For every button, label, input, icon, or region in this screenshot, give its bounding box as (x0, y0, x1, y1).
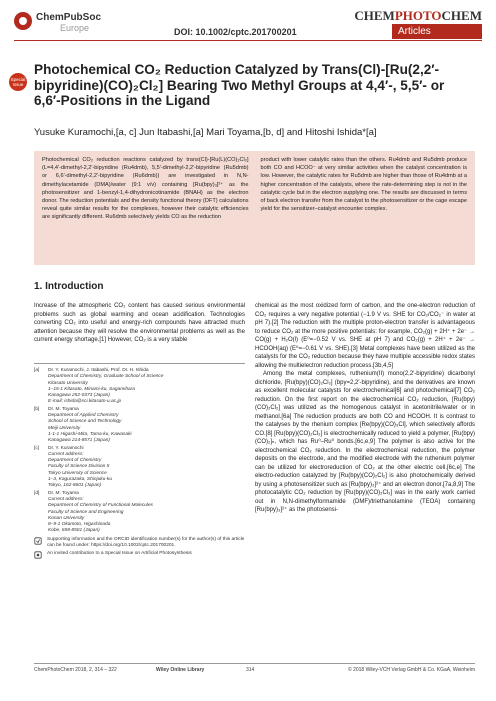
affiliation-divider (34, 363, 245, 364)
body-paragraph: chemical as the most oxidized form of carbon, and the one-electron reduction of CO₂ requires a very negative potential (−1.9 V vs. SHE for CO₂/CO₂⁻ in water at pH 7).[2] The reduction with the multiple proton-electron transfer is advantageous to reduce CO₂ at the more positive potentials: for example, CO₂(g) + 2H⁺ + 2e⁻ → CO(g) + H₂O(l) (E⁰=−0.52 V vs. SHE at pH 7) and CO₂(g) + 2H⁺ + 2e⁻ → HCOOH(aq) (E⁰=−0.61 V vs. SHE).[3] Metal complexes have been utilized as the catalysts for the CO₂ reduction because they have multiple accessible redox states allowing the multielectron reduction process.[3b,4,5] (255, 303, 475, 369)
affiliation-a (34, 368, 245, 406)
journal-name (354, 8, 482, 24)
journal-header (0, 0, 496, 40)
supporting-info-note[interactable] (34, 537, 245, 550)
special-issue-text: An invited contribution to a Special Issue on Artificial Photosynthesis (47, 551, 192, 557)
supporting-info-text: Supporting information and the ORCID identification number(s) for the author(s) of this article can be found under: https://doi.org/10.1002/cptc.201700201. (47, 536, 245, 549)
special-issue-note (34, 551, 245, 559)
affiliation-tag: [d] (34, 490, 40, 496)
abstract-right-column: product with lower catalytic rates than the others. Ru4dmb and Ru5dmb produce both CO and HCOO⁻ at very similar activities when the catalyst concentration is low. However, the catalytic rates for Ru5dmb are higher than those of Ru4dmb at a higher concentration of the catalysts, where the rate-determining step is not in the catalytic cycle but in the electron supplying one. The results are discussed in terms of back electron transfer from the catalyst to the photosensitizer or the cage escape yield for the sensitizer–catalyst encounter complex. (260, 157, 467, 213)
footer-divider (34, 663, 475, 664)
affiliation-address: Current address: Department of Chemistry of Functional Molecules Faculty of Science and Engineering Konan University 8–9-1 Okamoto, Higashinada Kobe, 658-8501 (Japan) (48, 496, 154, 534)
affiliation-d (34, 491, 245, 535)
abstract-box (34, 151, 475, 265)
author-list: Yusuke Kuramochi,[a, c] Jun Itabashi,[a] Mari Toyama,[b, d] and Hitoshi Ishida*[a] (34, 127, 377, 138)
publisher-region: Europe (60, 23, 90, 33)
article-title: Photochemical CO₂ Reduction Catalyzed by Trans(Cl)-[Ru(2,2′-bipyridine)(CO)₂Cl₂] Bearing Two Methyl Groups at 4,4′-, 5,5′- or 6,6′-Positions in the Ligand (34, 62, 445, 109)
special-issue-badge: Special Issue (9, 73, 27, 91)
affiliation-tag: [c] (34, 445, 40, 451)
special-issue-icon (34, 551, 42, 559)
page-number: 314 (246, 667, 255, 673)
journal-name-part: CHEM (441, 8, 482, 23)
footer-library-link[interactable]: Wiley Online Library (156, 667, 205, 673)
chempubsoc-logo-icon (14, 12, 32, 30)
affiliations (34, 368, 245, 559)
journal-name-part: CHEM (354, 8, 395, 23)
supporting-info-icon (34, 537, 42, 545)
affiliation-address: Department of Chemistry, Graduate School of Science Kitasato University 1–15-1 Kitasato, Minami-ku, Sagamihara Kanagawa 252-0373 (Japan) E-mail: ishida@sci.kitasato-u.ac.jp (48, 374, 164, 405)
body-paragraph: Among the metal complexes, ruthenium(II) mono(2,2′-bipyridine) dicarbonyl dichloride, [Ru(bpy)(CO)₂Cl₂] (bpy=2,2′-bipyridine), and the derivatives are known as excellent molecular catalysts for electrochemical[6] and photochemical[7] CO₂ reduction. On the first report on the electrochemical CO₂ reduction, [Ru(bpy)(CO)₂Cl₂] was utilized as the homogenous catalyst in acetonitrile/water or in methanol.[6a] The reduction products are both CO and HCOOH. It is contrast to the catalyses by the rhenium complex [Re(bpy)(CO)₃Cl], which selectively affords CO.[8] [Ru(bpy)(CO)₂Cl₂] is electrochemically reduced to yield a polymer, [Ru(bpy)(CO)₂]ₙ, which has Ru⁰–Ru⁰ bonds.[6c,e,9] The polymer is also active for the electrochemical CO₂ reduction. In the electrochemical reduction, the polymer deposits on the electrode, and the modified electrode with the ruthenium polymer can be utilized for electroreduction of CO₂ at the other electric cell.[6c,e] The electro-reduction catalyzed by [Ru(bpy)(CO)₂Cl₂] is also photochemically derived by using a photosensitizer such as [Ru(bpy)₃]²⁺ and an electron donor.[7a,8,9] The photocatalytic CO₂ reduction by [Ru(bpy)(CO)₂Cl₂] was in the early work carried out in N,N-dimethylformamide (DMF)/triethanolamine (TEOA) containing [Ru(bpy)₃]²⁺ as the photosensi- (255, 371, 475, 513)
affiliation-b (34, 407, 245, 445)
publisher-name: ChemPubSoc (36, 12, 102, 23)
affiliation-tag: [a] (34, 368, 40, 373)
intro-paragraph: Increase of the atmospheric CO₂ content has caused serious environmental problems such as global warming and ocean acidification. Technologies converting CO₂ into useful and energy-rich compounds have attracted much attention because they will resolve the environmental problems as well as the current energy shortage.[1] However, CO₂ is a very stable (34, 303, 245, 343)
header-divider (14, 40, 482, 41)
affiliation-authors: Dr. Y. Kuramochi (48, 445, 84, 451)
affiliation-c (34, 446, 245, 490)
abstract-left-column: Photochemical CO₂ reduction reactions catalyzed by trans(Cl)-[Ru(L)(CO)₂Cl₂] (L=4,4′-dimethyl-2,2′-bipyridine (Ru4dmb), 5,5′-dimethyl-2,2′-bipyridine (Ru5dmb) or 6,6′-dimethyl-2,2′-bipyridine (Ru6dmb)) are investigated in N,N-dimethylacetamide (DMA)/water (9:1 v/v) containing [Ru(bpy)₃]²⁺ as the photosensitizer and 1-benzyl-1,4-dihydronicotinamide (BNAH) as the electron donor. The reduction potentials and the density functional theory (DFT) calculations reveal quite similar results for the complexes, however their catalytic efficiencies are significantly different. Ru6dmb selectively yields CO as the reduction (42, 157, 249, 221)
footer-citation: ChemPhotoChem 2018, 2, 314 – 322 (34, 667, 117, 673)
affiliation-authors: Dr. M. Toyama (48, 490, 79, 496)
right-column (255, 302, 475, 515)
affiliation-authors: Dr. M. Toyama (48, 406, 79, 412)
footer-copyright: © 2018 Wiley-VCH Verlag GmbH & Co. KGaA, Weinheim (348, 667, 475, 673)
affiliation-address: Department of Applied Chemistry School of Science and Technology Meiji University 1-1-1 Higashi-Mita, Tama-ku, Kawasaki Kanagawa 214-8571 (Japan) (48, 413, 132, 444)
affiliation-authors: Dr. Y. Kuramochi, J. Itabashi, Prof. Dr. H. Ishida (48, 368, 149, 373)
affiliation-tag: [b] (34, 406, 40, 412)
section-heading: 1. Introduction (34, 281, 104, 292)
doi-link[interactable]: DOI: 10.1002/cptc.201700201 (174, 27, 297, 37)
affiliation-address: Current address: Department of Chemistry Faculty of Science Division II Tokyo University of Science 1–3, Kagurazaka, Shinjuku-ku Tokyo, 162-8601 (Japan) (48, 451, 112, 489)
journal-name-highlight: PHOTO (394, 8, 442, 23)
chempubsoc-logo (14, 10, 124, 36)
article-type-label: Articles (392, 24, 482, 39)
